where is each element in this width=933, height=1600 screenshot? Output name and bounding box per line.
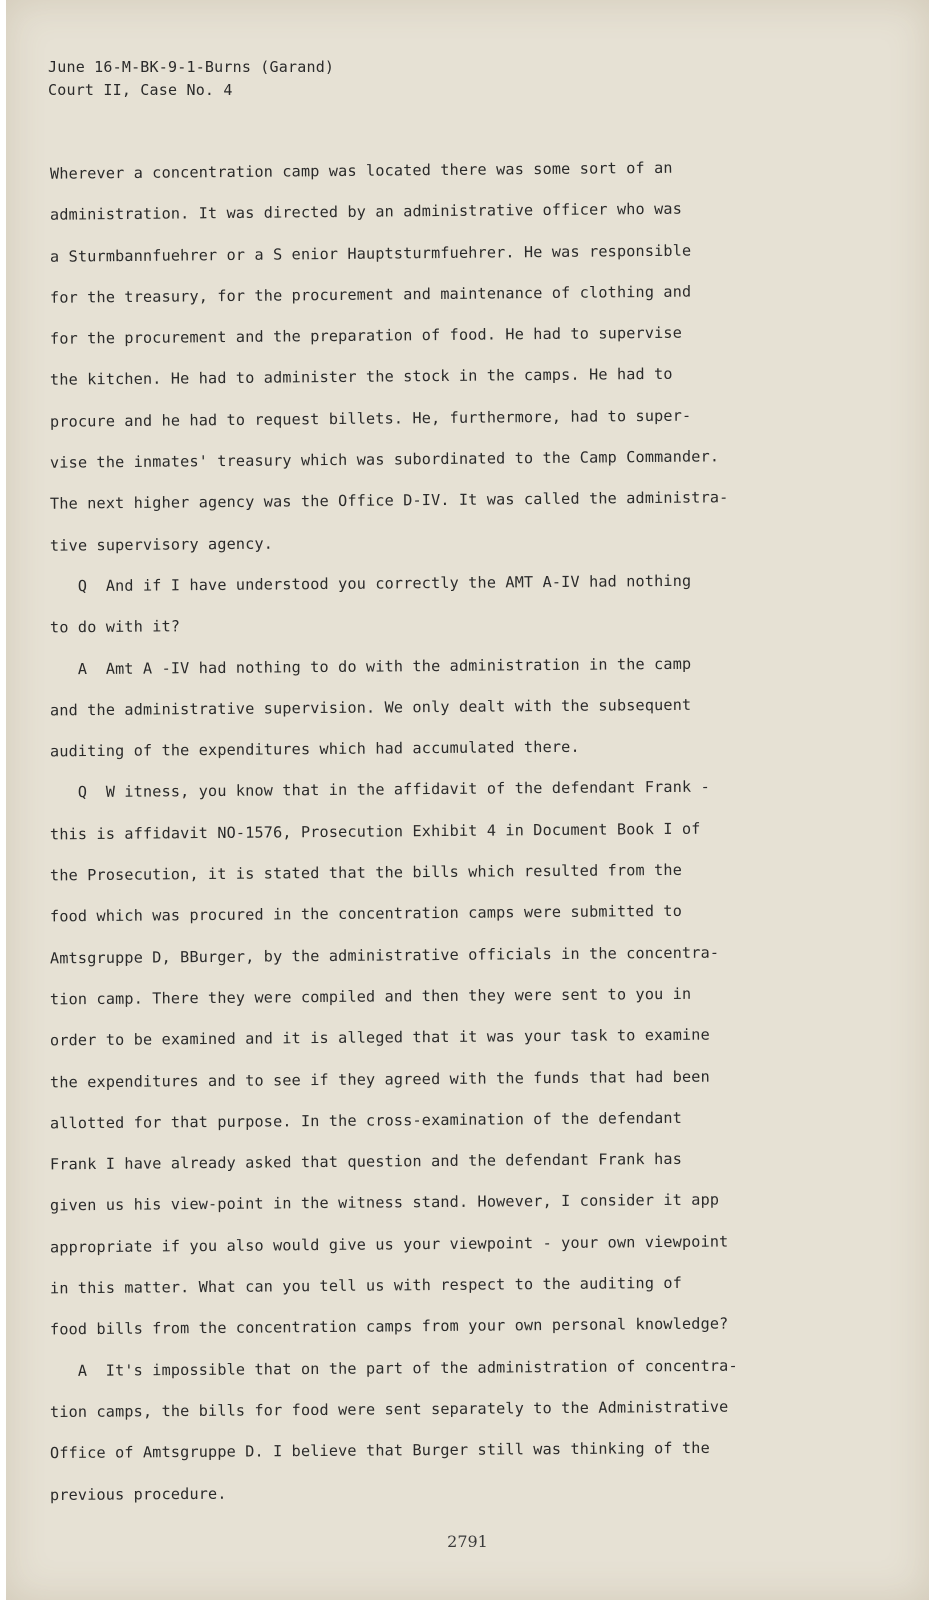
- text-line: Amtsgruppe D, BBurger, by the administrative officials in the concentra-: [49, 943, 720, 968]
- page-number: 2791: [447, 1532, 488, 1551]
- text-line: the Prosecution, it is stated that the bills which resulted from the: [49, 860, 683, 885]
- text-line: procure and he had to request billets. He, furthermore, had to super-: [49, 406, 692, 431]
- text-line: Office of Amtsgruppe D. I believe that Burger still was thinking of the: [49, 1439, 710, 1463]
- document-header: [48, 56, 334, 102]
- text-line: order to be examined and it is alleged that it was your task to examine: [49, 1025, 710, 1050]
- text-line: given us his view-point in the witness stand. However, I consider it app: [49, 1190, 720, 1215]
- text-line: in this matter. What can you tell us with respect to the auditing of: [49, 1273, 683, 1298]
- text-line: allotted for that purpose. In the cross-examination of the defendant: [49, 1108, 683, 1133]
- text-line: the kitchen. He had to administer the stock in the camps. He had to: [49, 365, 673, 390]
- text-line: food which was procured in the concentration camps were submitted to: [49, 902, 683, 926]
- header-court-line: Court II, Case No. 4: [48, 81, 233, 99]
- question-line: Q And if I have understood you correctly the AMT A-IV had nothing: [49, 571, 692, 596]
- text-line: The next higher agency was the Office D-IV. It was called the administra-: [49, 488, 729, 514]
- text-line: previous procedure.: [49, 1484, 227, 1504]
- text-line: for the treasury, for the procurement and maintenance of clothing and: [49, 282, 692, 307]
- text-line: for the procurement and the preparation of food. He had to supervise: [49, 323, 683, 348]
- text-line: this is affidavit NO-1576, Prosecution Exhibit 4 in Document Book I of: [49, 819, 701, 844]
- text-line: tion camp. There they were compiled and then they were sent to you in: [49, 984, 692, 1009]
- text-line: tive supervisory agency.: [49, 534, 274, 555]
- text-line: Frank I have already asked that question and the defendant Frank has: [49, 1150, 683, 1174]
- answer-line: A It's impossible that on the part of the administration of concentra-: [49, 1356, 738, 1380]
- text-line: food bills from the concentration camps from your own personal knowledge?: [49, 1314, 729, 1339]
- text-line: and the administrative supervision. We only dealt with the subsequent: [49, 695, 692, 720]
- answer-line: A Amt A -IV had nothing to do with the administration in the camp: [49, 654, 692, 678]
- text-line: Wherever a concentration camp was located there was some sort of an: [49, 158, 673, 183]
- document-page: [6, 0, 929, 1600]
- text-line: tion camps, the bills for food were sent separately to the Administrative: [49, 1397, 729, 1421]
- text-line: to do with it?: [49, 617, 181, 637]
- text-line: a Sturmbannfuehrer or a S enior Hauptsturmfuehrer. He was responsible: [49, 241, 692, 266]
- question-line: Q W itness, you know that in the affidavit of the defendant Frank -: [49, 778, 710, 802]
- text-line: appropriate if you also would give us your viewpoint - your own viewpoint: [49, 1232, 729, 1257]
- text-line: the expenditures and to see if they agreed with the funds that had been: [49, 1067, 710, 1091]
- text-line: auditing of the expenditures which had accumulated there.: [49, 737, 580, 761]
- document-body: [50, 150, 830, 1513]
- text-line: administration. It was directed by an administrative officer who was: [49, 199, 683, 225]
- text-line: vise the inmates' treasury which was subordinated to the Camp Commander.: [49, 447, 720, 472]
- header-reference-line: June 16-M-BK-9-1-Burns (Garand): [48, 58, 335, 76]
